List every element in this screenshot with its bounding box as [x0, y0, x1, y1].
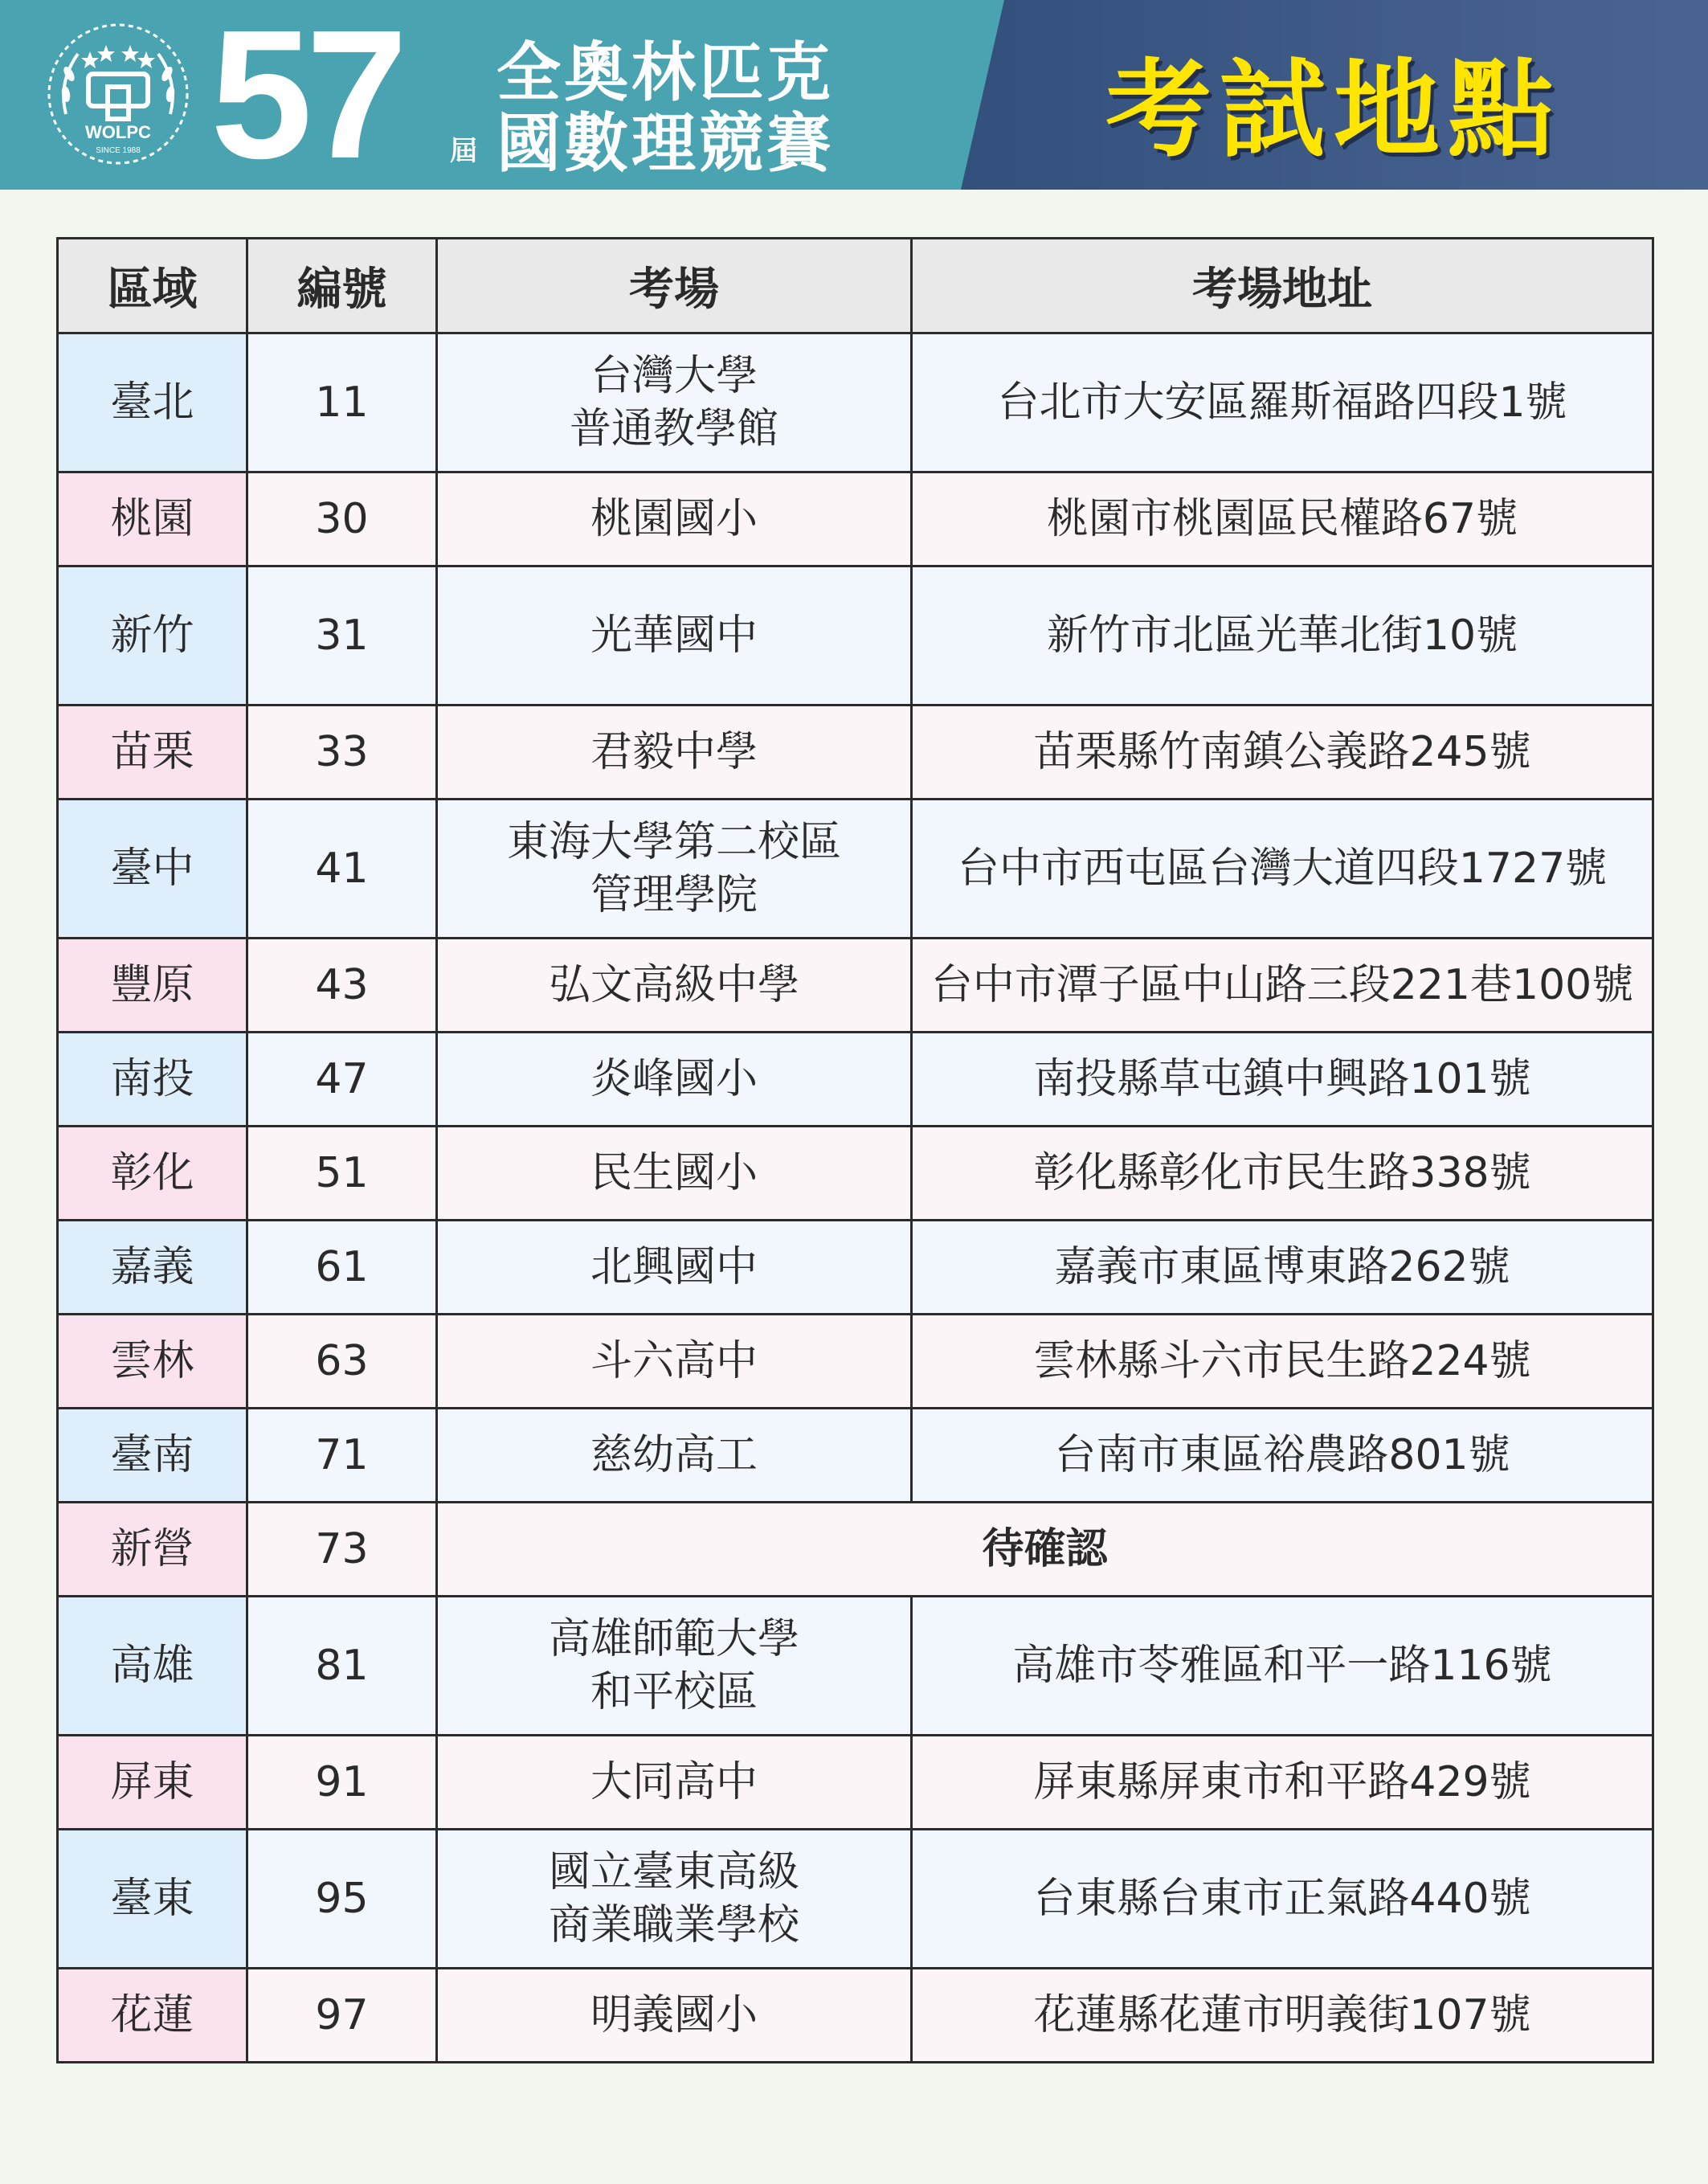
venue-name-line: 普通教學館: [569, 405, 778, 453]
code-cell: 63: [247, 1315, 437, 1409]
code-cell: 33: [247, 706, 437, 800]
venue-name-line: 和平校區: [590, 1668, 758, 1716]
venue-name-line: 桃園國小: [590, 495, 758, 543]
page-title: 考試地點: [1105, 48, 1562, 172]
address-cell: 彰化縣彰化市民生路338號: [912, 1127, 1653, 1221]
code-cell: 11: [247, 333, 437, 472]
code-cell: 71: [247, 1409, 437, 1503]
venue-name-line: 國立臺東高級: [548, 1848, 799, 1896]
venue-cell: [437, 1127, 912, 1221]
address-cell: 台中市潭子區中山路三段221巷100號: [912, 939, 1653, 1033]
pending-status: 待確認: [437, 1503, 1653, 1597]
address-cell: 台北市大安區羅斯福路四段1號: [912, 333, 1653, 472]
area-cell: 雲林: [58, 1315, 247, 1409]
venue-name-line: 北興國中: [590, 1243, 758, 1291]
table-row: [58, 566, 1653, 706]
area-cell: 屏東: [58, 1736, 247, 1830]
venue-name-line: 高雄師範大學: [548, 1615, 799, 1663]
area-cell: 臺北: [58, 333, 247, 472]
venue-name-line: 大同高中: [590, 1758, 758, 1806]
venue-name-line: 弘文高級中學: [548, 961, 799, 1009]
venue-cell: [437, 1033, 912, 1127]
venue-cell: [437, 472, 912, 566]
table-row: [58, 939, 1653, 1033]
address-cell: 桃園市桃園區民權路67號: [912, 472, 1653, 566]
code-cell: 91: [247, 1736, 437, 1830]
table-row: [58, 1033, 1653, 1127]
venue-name-line: 民生國小: [590, 1149, 758, 1197]
table-row: [58, 1597, 1653, 1736]
venue-name-line: 君毅中學: [590, 728, 758, 776]
address-cell: 台中市西屯區台灣大道四段1727號: [912, 800, 1653, 939]
competition-title-line2: 國數理競賽: [496, 106, 834, 181]
venue-cell: [437, 1597, 912, 1736]
venue-cell: [437, 1315, 912, 1409]
area-cell: 花蓮: [58, 1969, 247, 2063]
code-cell: 81: [247, 1597, 437, 1736]
code-cell: 30: [247, 472, 437, 566]
address-cell: 新竹市北區光華北街10號: [912, 566, 1653, 706]
table-body: [58, 333, 1653, 2063]
table-row: [58, 472, 1653, 566]
table-row: [58, 1127, 1653, 1221]
area-cell: 彰化: [58, 1127, 247, 1221]
area-cell: 南投: [58, 1033, 247, 1127]
venue-name-line: 光華國中: [590, 611, 758, 660]
address-cell: 苗栗縣竹南鎮公義路245號: [912, 706, 1653, 800]
table-row: [58, 1315, 1653, 1409]
area-cell: 臺南: [58, 1409, 247, 1503]
code-cell: 51: [247, 1127, 437, 1221]
venue-cell: [437, 939, 912, 1033]
table-row: [58, 333, 1653, 472]
code-cell: 97: [247, 1969, 437, 2063]
venue-cell: [437, 1409, 912, 1503]
venue-cell: [437, 1221, 912, 1315]
address-cell: 嘉義市東區博東路262號: [912, 1221, 1653, 1315]
area-cell: 桃園: [58, 472, 247, 566]
header-banner: [0, 0, 1708, 190]
address-cell: 南投縣草屯鎮中興路101號: [912, 1033, 1653, 1127]
column-header-venue: 考場: [437, 239, 912, 333]
venue-name-line: 明義國小: [590, 1991, 758, 2039]
column-header-area: 區域: [58, 239, 247, 333]
address-cell: 高雄市苓雅區和平一路116號: [912, 1597, 1653, 1736]
venue-cell: [437, 1736, 912, 1830]
area-cell: 臺東: [58, 1830, 247, 1969]
table-row: [58, 1830, 1653, 1969]
code-cell: 95: [247, 1830, 437, 1969]
area-cell: 臺中: [58, 800, 247, 939]
table-row: [58, 800, 1653, 939]
venue-cell: [437, 333, 912, 472]
area-cell: 高雄: [58, 1597, 247, 1736]
venue-cell: [437, 1969, 912, 2063]
venue-name-line: 東海大學第二校區: [506, 818, 841, 866]
table-row: [58, 1969, 1653, 2063]
venue-cell: [437, 566, 912, 706]
svg-text:WOLPC: WOLPC: [85, 122, 151, 142]
table-row: [58, 706, 1653, 800]
area-cell: 新營: [58, 1503, 247, 1597]
svg-text:SINCE 1988: SINCE 1988: [96, 146, 141, 155]
column-header-address: 考場地址: [912, 239, 1653, 333]
address-cell: 花蓮縣花蓮市明義街107號: [912, 1969, 1653, 2063]
address-cell: 台南市東區裕農路801號: [912, 1409, 1653, 1503]
table-header-row: [58, 239, 1653, 333]
wolpc-logo-icon: [42, 18, 194, 170]
edition-number: 57: [210, 0, 402, 190]
code-cell: 41: [247, 800, 437, 939]
venue-name-line: 管理學院: [590, 871, 758, 919]
area-cell: 新竹: [58, 566, 247, 706]
area-cell: 苗栗: [58, 706, 247, 800]
code-cell: 61: [247, 1221, 437, 1315]
area-cell: 嘉義: [58, 1221, 247, 1315]
venue-name-line: 商業職業學校: [548, 1901, 799, 1949]
venue-name-line: 台灣大學: [590, 352, 758, 400]
competition-title-line1: 全奧林匹克: [496, 35, 834, 110]
venue-cell: [437, 800, 912, 939]
venue-cell: [437, 1830, 912, 1969]
code-cell: 47: [247, 1033, 437, 1127]
code-cell: 31: [247, 566, 437, 706]
venue-name-line: 斗六高中: [590, 1337, 758, 1385]
table-row: [58, 1221, 1653, 1315]
table-row: [58, 1503, 1653, 1597]
code-cell: 43: [247, 939, 437, 1033]
venue-cell: [437, 706, 912, 800]
column-header-code: 編號: [247, 239, 437, 333]
edition-suffix: 屆: [450, 135, 477, 167]
address-cell: 台東縣台東市正氣路440號: [912, 1830, 1653, 1969]
venue-name-line: 炎峰國小: [590, 1055, 758, 1103]
table-row: [58, 1736, 1653, 1830]
area-cell: 豐原: [58, 939, 247, 1033]
code-cell: 73: [247, 1503, 437, 1597]
venue-name-line: 慈幼高工: [590, 1431, 758, 1479]
table-row: [58, 1409, 1653, 1503]
exam-venues-table: [56, 237, 1654, 2063]
address-cell: 屏東縣屏東市和平路429號: [912, 1736, 1653, 1830]
address-cell: 雲林縣斗六市民生路224號: [912, 1315, 1653, 1409]
